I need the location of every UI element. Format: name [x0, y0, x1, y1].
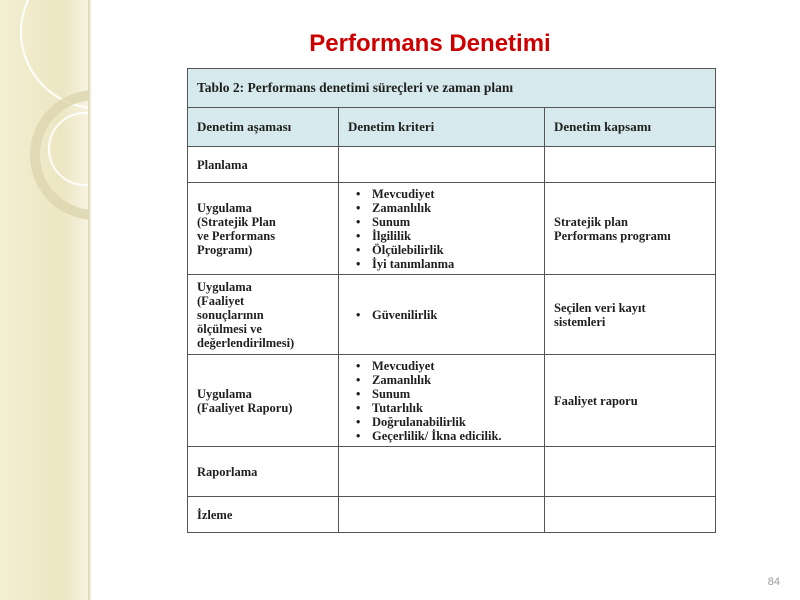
scope-cell: [545, 497, 716, 533]
criteria-item: • Mevcudiyet: [362, 359, 535, 373]
page-number: 84: [767, 576, 780, 588]
criteria-list: [348, 308, 535, 322]
criteria-item: • Geçerlilik/ İkna edicilik.: [362, 429, 535, 443]
stage-cell: Uygulama (Faaliyet Raporu): [188, 355, 339, 447]
criteria-item: • Mevcudiyet: [362, 187, 535, 201]
criteria-cell: [339, 355, 545, 447]
scope-cell: Faaliyet raporu: [545, 355, 716, 447]
criteria-list: [348, 187, 535, 271]
criteria-cell: [339, 447, 545, 497]
table-row: [188, 275, 716, 355]
scope-cell: [545, 447, 716, 497]
criteria-cell: [339, 497, 545, 533]
scope-cell: Stratejik plan Performans programı: [545, 183, 716, 275]
slide-title: Performans Denetimi: [309, 30, 551, 57]
table-header-row: [188, 108, 716, 147]
table-caption: Tablo 2: Performans denetimi süreçleri ve zaman planı: [188, 69, 716, 108]
criteria-cell: [339, 183, 545, 275]
table-row: [188, 447, 716, 497]
criteria-item: • Güvenilirlik: [362, 308, 535, 322]
stage-cell: Uygulama (Stratejik Plan ve Performans Programı): [188, 183, 339, 275]
column-header: Denetim kapsamı: [545, 108, 716, 147]
criteria-item: • Doğrulanabilirlik: [362, 415, 535, 429]
decorative-side-strip: [0, 0, 88, 600]
table-row: [188, 497, 716, 533]
criteria-item: • Ölçülebilirlik: [362, 243, 535, 257]
criteria-item: • Sunum: [362, 215, 535, 229]
criteria-cell: [339, 147, 545, 183]
stage-cell: Raporlama: [188, 447, 339, 497]
column-header: Denetim aşaması: [188, 108, 339, 147]
stage-cell: Uygulama (Faaliyet sonuçlarının ölçülmesi ve değerlendirilmesi): [188, 275, 339, 355]
table-row: [188, 147, 716, 183]
column-header: Denetim kriteri: [339, 108, 545, 147]
scope-cell: [545, 147, 716, 183]
criteria-item: • Sunum: [362, 387, 535, 401]
criteria-list: [348, 359, 535, 443]
stage-cell: Planlama: [188, 147, 339, 183]
criteria-item: • İyi tanımlanma: [362, 257, 535, 271]
process-table: [187, 68, 716, 533]
side-strip-edge: [88, 0, 92, 600]
criteria-item: • Zamanlılık: [362, 373, 535, 387]
criteria-item: • Zamanlılık: [362, 201, 535, 215]
criteria-item: • Tutarlılık: [362, 401, 535, 415]
stage-cell: İzleme: [188, 497, 339, 533]
table-row: [188, 355, 716, 447]
criteria-item: • İlgililik: [362, 229, 535, 243]
table-row: [188, 183, 716, 275]
criteria-cell: [339, 275, 545, 355]
scope-cell: Seçilen veri kayıt sistemleri: [545, 275, 716, 355]
